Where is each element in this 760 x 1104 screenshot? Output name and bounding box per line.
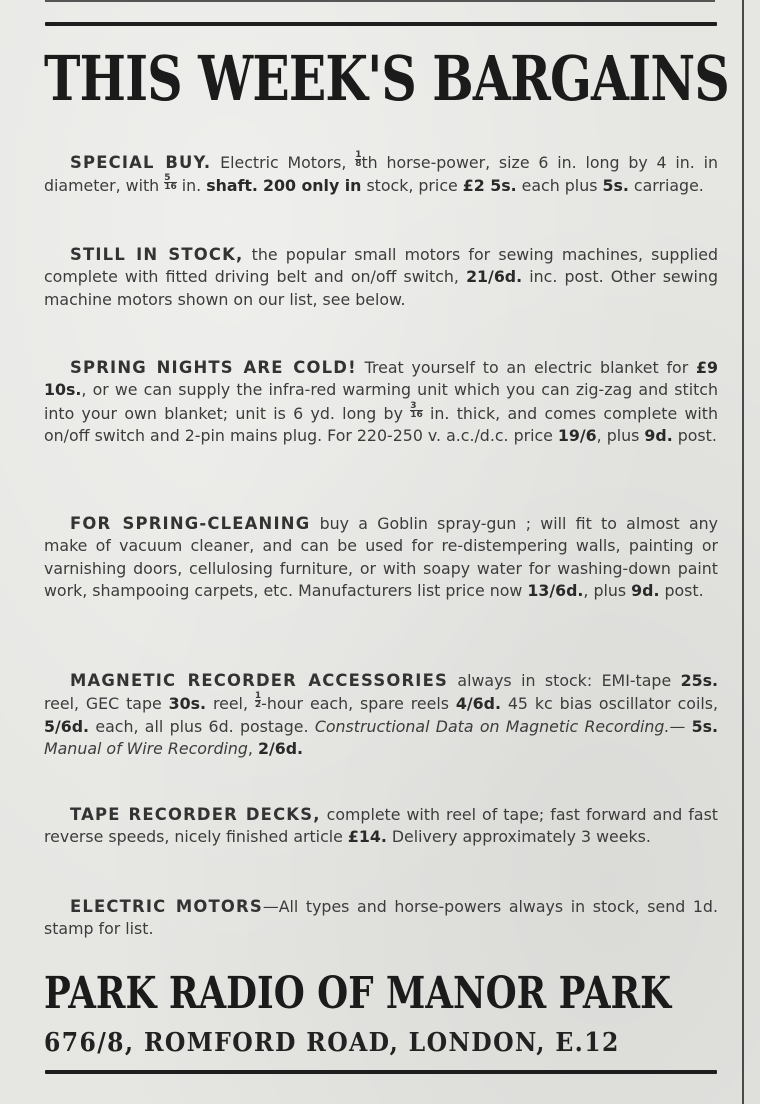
- ad-item-electric-motors: [44, 896, 718, 941]
- ad-item-tape-recorder-decks: TAPE RECORDER DECKS, complete with reel of tape; fast forward and fast reverse speeds, nicely finished article £14. Delivery approximately 3 weeks.: [44, 805, 719, 847]
- ad-item-spring-nights: SPRING NIGHTS ARE COLD! Treat yourself to an electric blanket for £9 10s., or we can supply the infra-red warming unit which you can zig-zag and stitch into your own blanket; unit is 6 yd. long by $\frac{3}{16}$ in. thick, and comes complete with on/off switch and 2-pin mains plug. For 220-250 v. a.c./d.c. price 19/6, plus 9d. post.: [44, 358, 718, 446]
- ad-item-still-in-stock: STILL IN STOCK, the popular small motors for sewing machines, supplied complete with fitted driving belt and on/off switch, 21/6d. inc. post. Other sewing machine motors shown on our list, see below.: [44, 245, 719, 309]
- postage-price: 9d.: [644, 426, 673, 446]
- top-rule: [45, 22, 717, 26]
- postage-price: 9d.: [631, 581, 660, 601]
- item-text: the popular small motors for sewing machines, supplied complete with fitted driving belt and on/off switch,: [44, 245, 719, 287]
- publication-title: Constructional Data on Magnetic Recording.: [314, 716, 670, 736]
- item-text: Treat yourself to an electric blanket for: [356, 358, 697, 377]
- price: 5s.: [691, 716, 718, 736]
- company-name: PARK RADIO OF MANOR PARK: [44, 968, 672, 1019]
- item-lead: MAGNETIC RECORDER ACCESSORIES: [70, 671, 448, 690]
- ad-item-spring-cleaning: FOR SPRING-CLEANING buy a Goblin spray-gun ; will fit to almost any make of vacuum cleaner, and can be used for re-distempering walls, painting or varnishing doors, cellulosing furniture, or with soapy water for washing-down paint work, shampooing carpets, etc. Manufacturers list price now 13/6d., plus 9d. post.: [44, 514, 718, 601]
- item-lead: ELECTRIC MOTORS: [70, 897, 263, 916]
- fraction-three-sixteenths: $\frac{3}{16}$: [410, 400, 423, 420]
- item-text: complete with reel of tape; fast forward and fast reverse speeds, nicely finished article: [44, 805, 719, 847]
- price: 5/6d.: [44, 716, 90, 736]
- stock-quantity: 200 only in: [262, 176, 362, 196]
- carriage-price: 5s.: [602, 176, 629, 196]
- price: £2 5s.: [462, 176, 517, 196]
- item-lead: SPRING NIGHTS ARE COLD!: [70, 358, 357, 377]
- item-text: buy a Goblin spray-gun ; will fit to almost any make of vacuum cleaner, and can be used for re-distempering walls, painting or varnishing doors, cellulosing furniture, or with soapy water for washing-down paint work, shampooing carpets, etc. Manufacturers list price now: [44, 514, 718, 601]
- fraction-five-sixteenths: $\frac{5}{16}$: [164, 173, 177, 193]
- price: 30s.: [168, 694, 207, 714]
- item-text: always in stock: EMI-tape: [447, 671, 681, 690]
- top-edge-rule: [45, 0, 715, 2]
- price: 25s.: [680, 671, 718, 690]
- item-text: —All types and horse-powers always in stock, send 1d. stamp for list.: [44, 897, 718, 939]
- price: 4/6d.: [455, 694, 501, 714]
- price: £14.: [347, 827, 387, 847]
- price: 2/6d.: [257, 739, 304, 759]
- bottom-rule: [45, 1070, 717, 1074]
- item-text: Electric Motors,: [211, 153, 356, 172]
- publication-title: Manual of Wire Recording: [44, 739, 248, 759]
- fraction-one-eighth: $\frac{1}{8}$: [355, 150, 362, 169]
- ad-item-special-buy: SPECIAL BUY. Electric Motors, $\frac{1}{8}$ th horse-power, size 6 in. long by 4 in. in diameter, with $\frac{5}{16}$ in. shaft. 200 only in stock, price £2 5s. each plus 5s. carriage.: [44, 150, 718, 196]
- item-lead: STILL IN STOCK,: [70, 245, 244, 264]
- price: 21/6d.: [466, 267, 523, 287]
- price: £9 10s.: [44, 358, 718, 400]
- column-divider-rule: [742, 0, 744, 1104]
- fraction-one-half: $\frac{1}{2}$: [254, 691, 262, 711]
- company-address: 676/8, ROMFORD ROAD, LONDON, E.12: [44, 1028, 620, 1058]
- item-lead: FOR SPRING-CLEANING: [70, 514, 311, 533]
- price: 19/6: [557, 426, 597, 446]
- price: 13/6d.: [527, 581, 584, 601]
- item-lead: SPECIAL BUY.: [70, 153, 212, 172]
- headline: THIS WEEK'S BARGAINS: [44, 42, 729, 115]
- item-lead: TAPE RECORDER DECKS,: [70, 805, 321, 824]
- ad-item-magnetic-recorder-accessories: MAGNETIC RECORDER ACCESSORIES always in stock: EMI-tape 25s. reel, GEC tape 30s. reel, $\frac{1}{2}$ -hour each, spare reels 4/6d. 45 kc bias oscillator coils, 5/6d. each, all plus 6d. postage. Constructional Data on Magnetic Recording.— 5s. Manual of Wire Recording, 2/6d.: [44, 671, 719, 759]
